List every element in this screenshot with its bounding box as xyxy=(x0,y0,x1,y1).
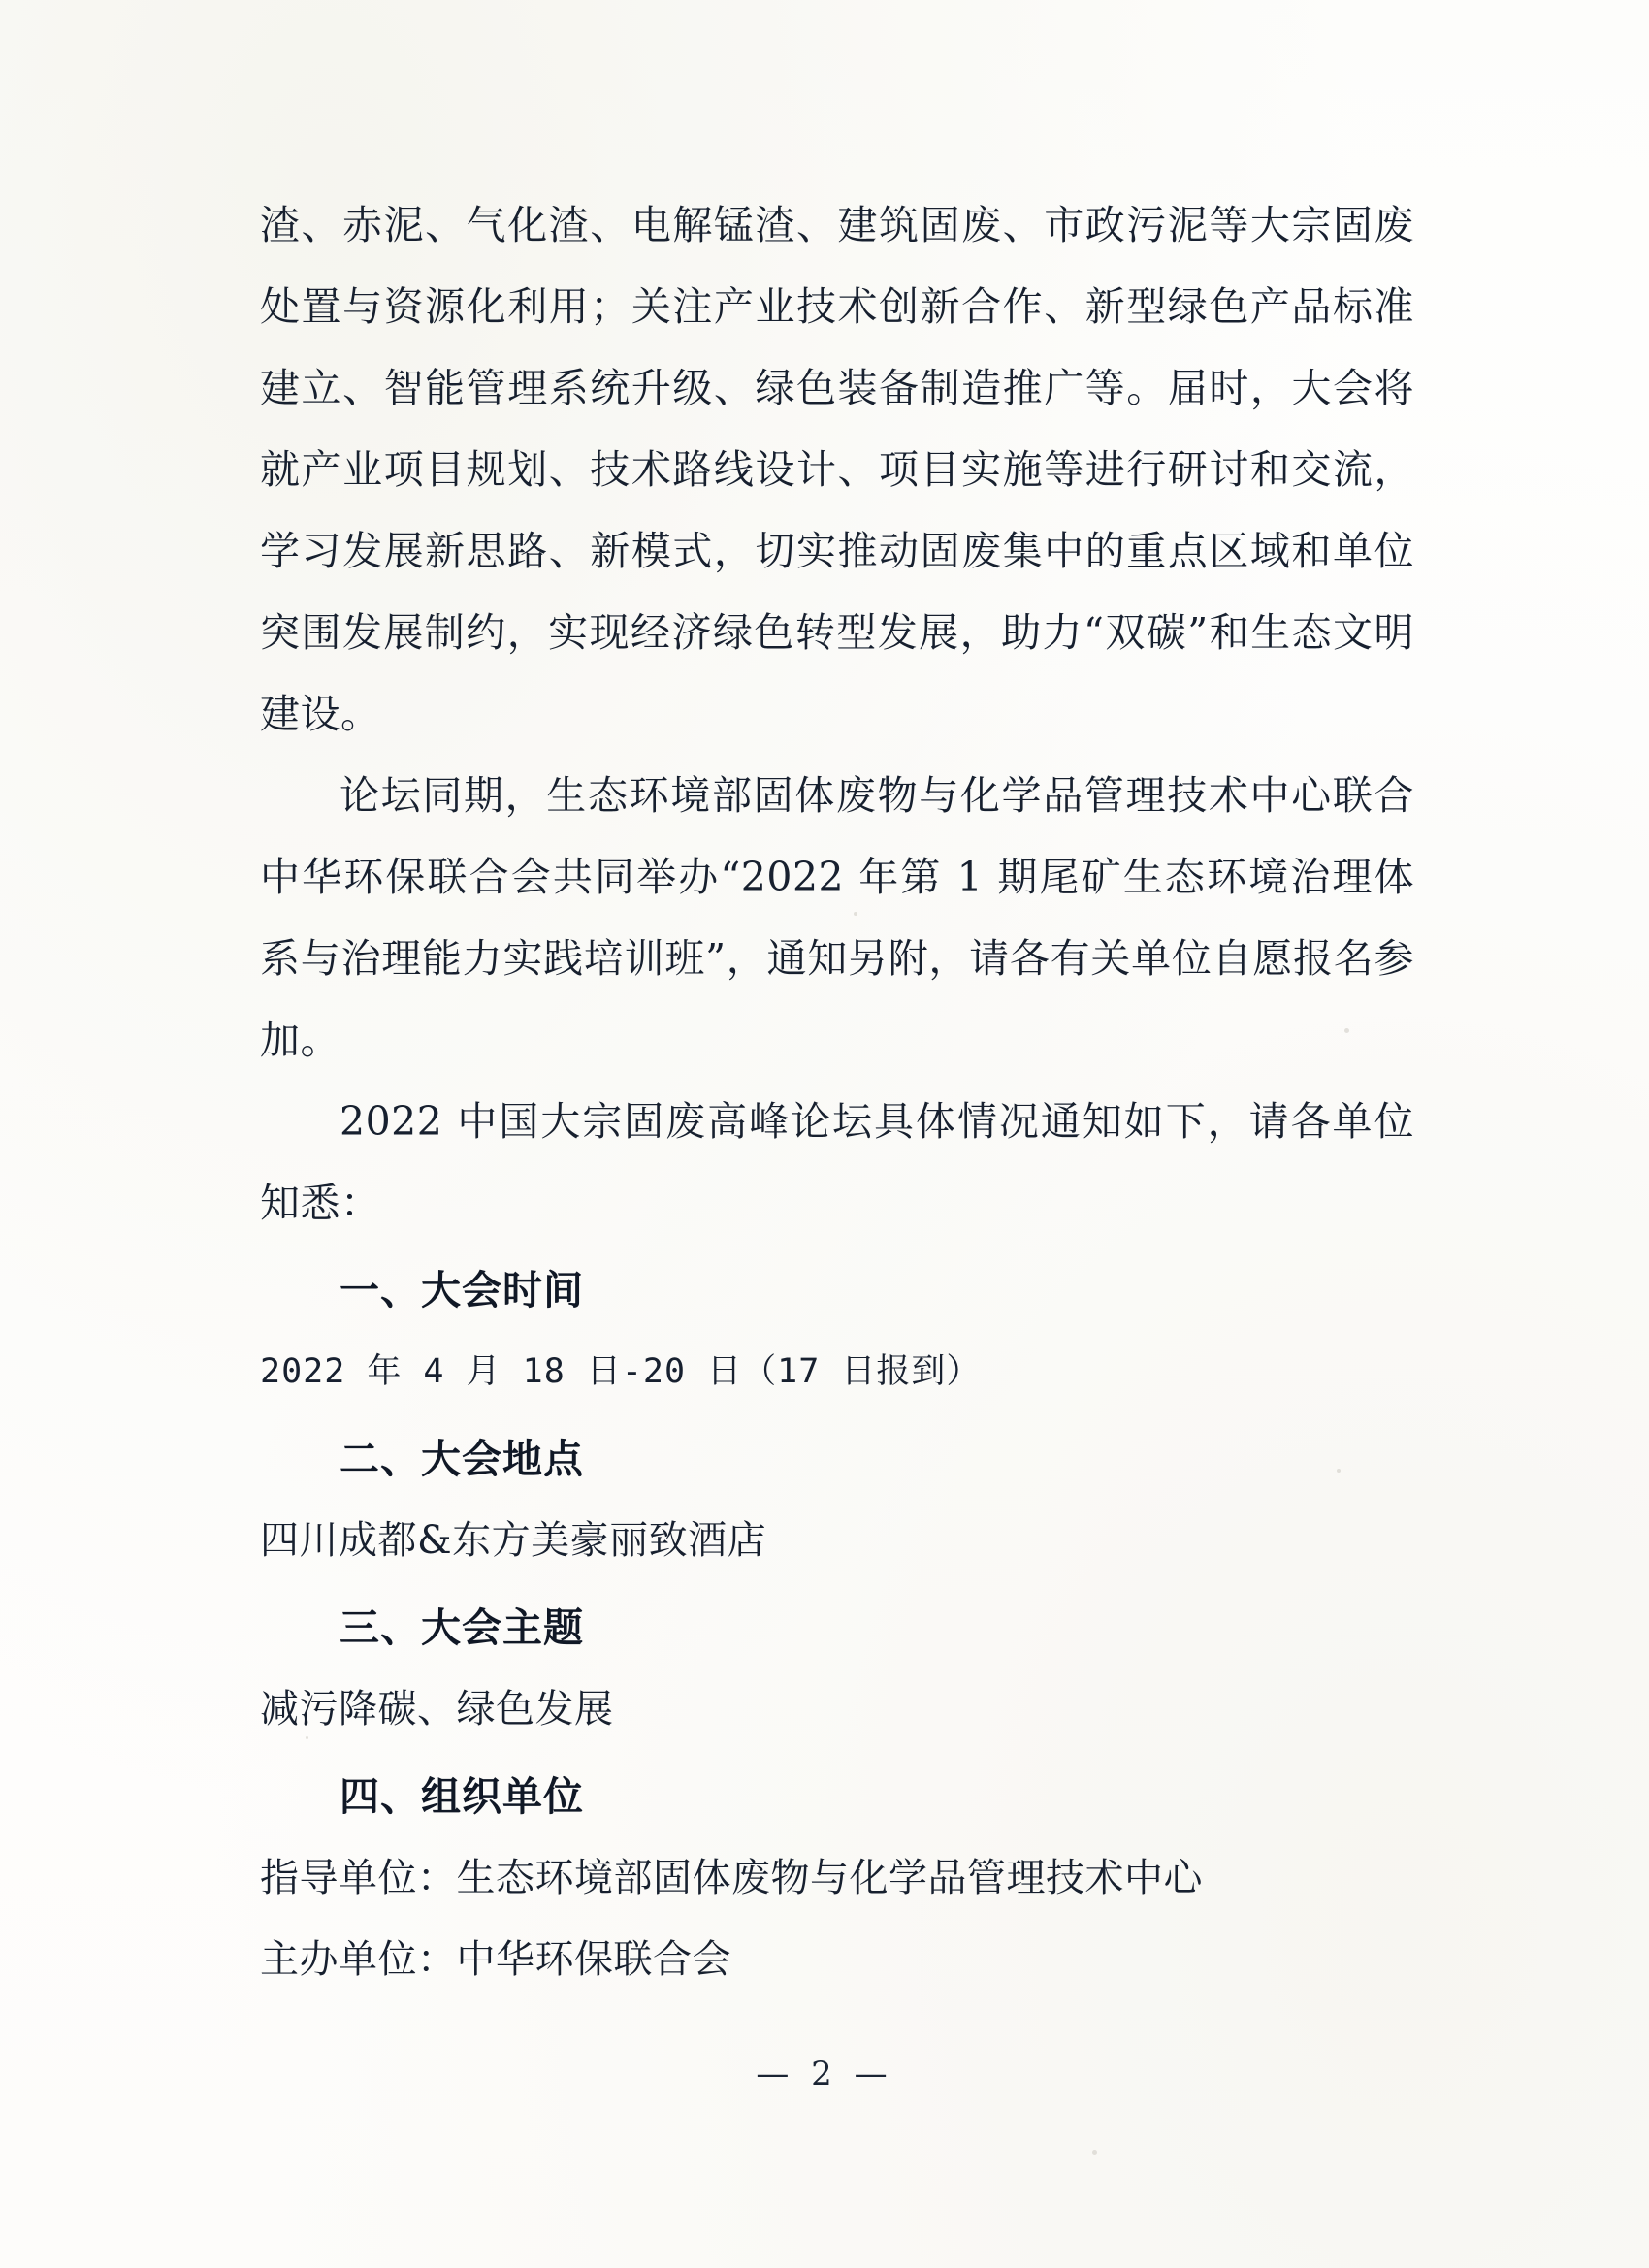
section-meeting-venue xyxy=(260,1418,1414,1581)
section-line: 指导单位：生态环境部固体废物与化学品管理技术中心 xyxy=(260,1856,1203,1900)
paragraph-2: 论坛同期，生态环境部固体废物与化学品管理技术中心联合中华环保联合会共同举办“2022 年第 1 期尾矿生态环境治理体系与治理能力实践培训班”，通知另附，请各有关单位自愿报名参加。 xyxy=(260,772,1414,1063)
section-line: 主办单位：中华环保联合会 xyxy=(260,1937,731,1982)
section-meeting-theme xyxy=(260,1587,1414,1750)
section-heading: 一、大会时间 xyxy=(340,1267,584,1313)
paragraph-1: 渣、赤泥、气化渣、电解锰渣、建筑固废、市政污泥等大宗固废处置与资源化利用；关注产业技术创新合作、新型绿色产品标准建立、智能管理系统升级、绿色装备制造推广等。届时，大会将就产业项目规划、技术路线设计、项目实施等进行研讨和交流，学习发展新思路、新模式，切实推动固废集中的重点区域和单位突围发展制约，实现经济绿色转型发展，助力“双碳”和生态文明建设。 xyxy=(260,202,1414,737)
document-body xyxy=(260,184,1414,2000)
paragraph-3: 2022 中国大宗固废高峰论坛具体情况通知如下，请各单位知悉： xyxy=(260,1098,1414,1226)
page-number: — 2 — xyxy=(756,2055,893,2093)
section-meeting-time xyxy=(260,1249,1414,1412)
section-heading: 二、大会地点 xyxy=(340,1436,584,1482)
section-line: 四川成都&东方美豪丽致酒店 xyxy=(260,1518,767,1563)
section-line: 2022 年 4 月 18 日-20 日（17 日报到） xyxy=(260,1352,982,1391)
section-heading: 四、组织单位 xyxy=(340,1773,584,1820)
section-heading: 三、大会主题 xyxy=(340,1604,584,1651)
section-line: 减污降碳、绿色发展 xyxy=(260,1687,614,1732)
scan-speck xyxy=(1092,2150,1097,2155)
section-organizers xyxy=(260,1756,1414,2000)
